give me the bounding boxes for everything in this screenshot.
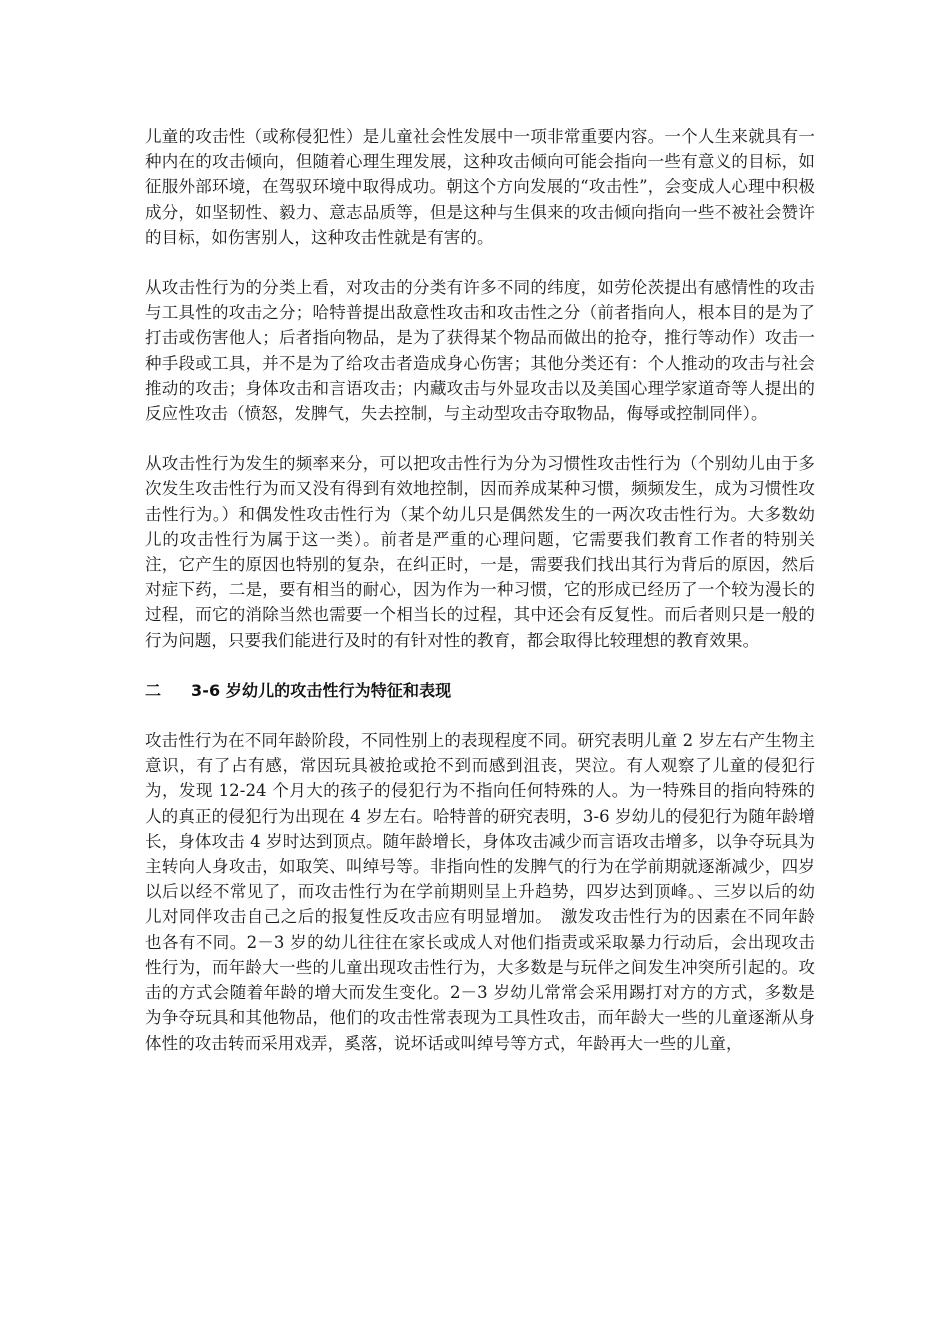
document-body (145, 124, 815, 1056)
section-number: 二 (145, 680, 162, 700)
paragraph-aggression-frequency: 从攻击性行为发生的频率来分，可以把攻击性行为分为习惯性攻击性行为（个别幼儿由于多次发生攻击性行为而又没有得到有效地控制，因而养成某种习惯，频频发生，成为习惯性攻击性行为。）和偶发性攻击性行为（某个幼儿只是偶然发生的一两次攻击性行为。大多数幼儿的攻击性行为属于这一类）。前者是严重的心理问题，它需要我们教育工作者的特别关注，它产生的原因也特别的复杂，在纠正时，一是，需要我们找出其行为背后的原因，然后对症下药，二是，要有相当的耐心，因为作为一种习惯，它的形成已经历了一个较为漫长的过程，而它的消除当然也需要一个相当长的过程，其中还会有反复性。而后者则只是一般的行为问题，只要我们能进行及时的有针对性的教育，都会取得比较理想的教育效果。 (145, 454, 815, 650)
paragraph-aggression-definition: 儿童的攻击性（或称侵犯性）是儿童社会性发展中一项非常重要内容。一个人生来就具有一种内在的攻击倾向，但随着心理生理发展，这种攻击倾向可能会指向一些有意义的目标，如征服外部环境，在驾驭环境中取得成功。朝这个方向发展的“攻击性”，会变成人心理中积极成分，如坚韧性、毅力、意志品质等，但是这种与生俱来的攻击倾向指向一些不被社会赞许的目标，如伤害别人，这种攻击性就是有害的。 (145, 127, 815, 247)
section-title: 3-6 岁幼儿的攻击性行为特征和表现 (191, 680, 452, 700)
paragraph-aggression-classification: 从攻击性行为的分类上看，对攻击的分类有许多不同的纬度，如劳伦茨提出有感情性的攻击与工具性的攻击之分；哈特普提出敌意性攻击和攻击性之分（前者指向人，根本目的是为了打击或伤害他人；后者指向物品，是为了获得某个物品而做出的抢夺，推行等动作）攻击一种手段或工具，并不是为了给攻击者造成身心伤害；其他分类还有：个人推动的攻击与社会推动的攻击；身体攻击和言语攻击；内藏攻击与外显攻击以及美国心理学家道奇等人提出的反应性攻击（愤怒，发脾气，失去控制，与主动型攻击夺取物品，侮辱或控制同伴）。 (145, 278, 815, 424)
paragraph-age-characteristics: 攻击性行为在不同年龄阶段，不同性别上的表现程度不同。研究表明儿童 2 岁左右产生物主意识，有了占有感，常因玩具被抢或抢不到而感到沮丧，哭泣。有人观察了儿童的侵犯行为，发现 12-24 个月大的孩子的侵犯行为不指向任何特殊的人。为一特殊目的指向特殊的人的真正的侵犯行为出现在 4 岁左右。哈特普的研究表明，3-6 岁幼儿的侵犯行为随年龄增长，身体攻击 4 岁时达到顶点。随年龄增长，身体攻击减少而言语攻击增多，以争夺玩具为主转向人身攻击，如取笑、叫绰号等。非指向性的发脾气的行为在学前期就逐渐减少，四岁以后以经不常见了，而攻击性行为在学前期则呈上升趋势，四岁达到顶峰。、三岁以后的幼儿对同伴攻击自己之后的报复性反攻击应有明显增加。 激发攻击性行为的因素在不同年龄也各有不同。2－3 岁的幼儿往往在家长或成人对他们指责或采取暴力行动后，会出现攻击性行为，而年龄大一些的儿童出现攻击性行为，大多数是与玩伴之间发生冲突所引起的。攻击的方式会随着年龄的增大而发生变化。2－3 岁幼儿常常会采用踢打对方的方式，多数是为争夺玩具和其他物品，他们的攻击性常表现为工具性攻击，而年龄大一些的儿童逐渐从身体性的攻击转而采用戏弄，奚落，说坏话或叫绰号等方式，年龄再大一些的儿童， (145, 731, 815, 1053)
section-heading (145, 678, 815, 703)
